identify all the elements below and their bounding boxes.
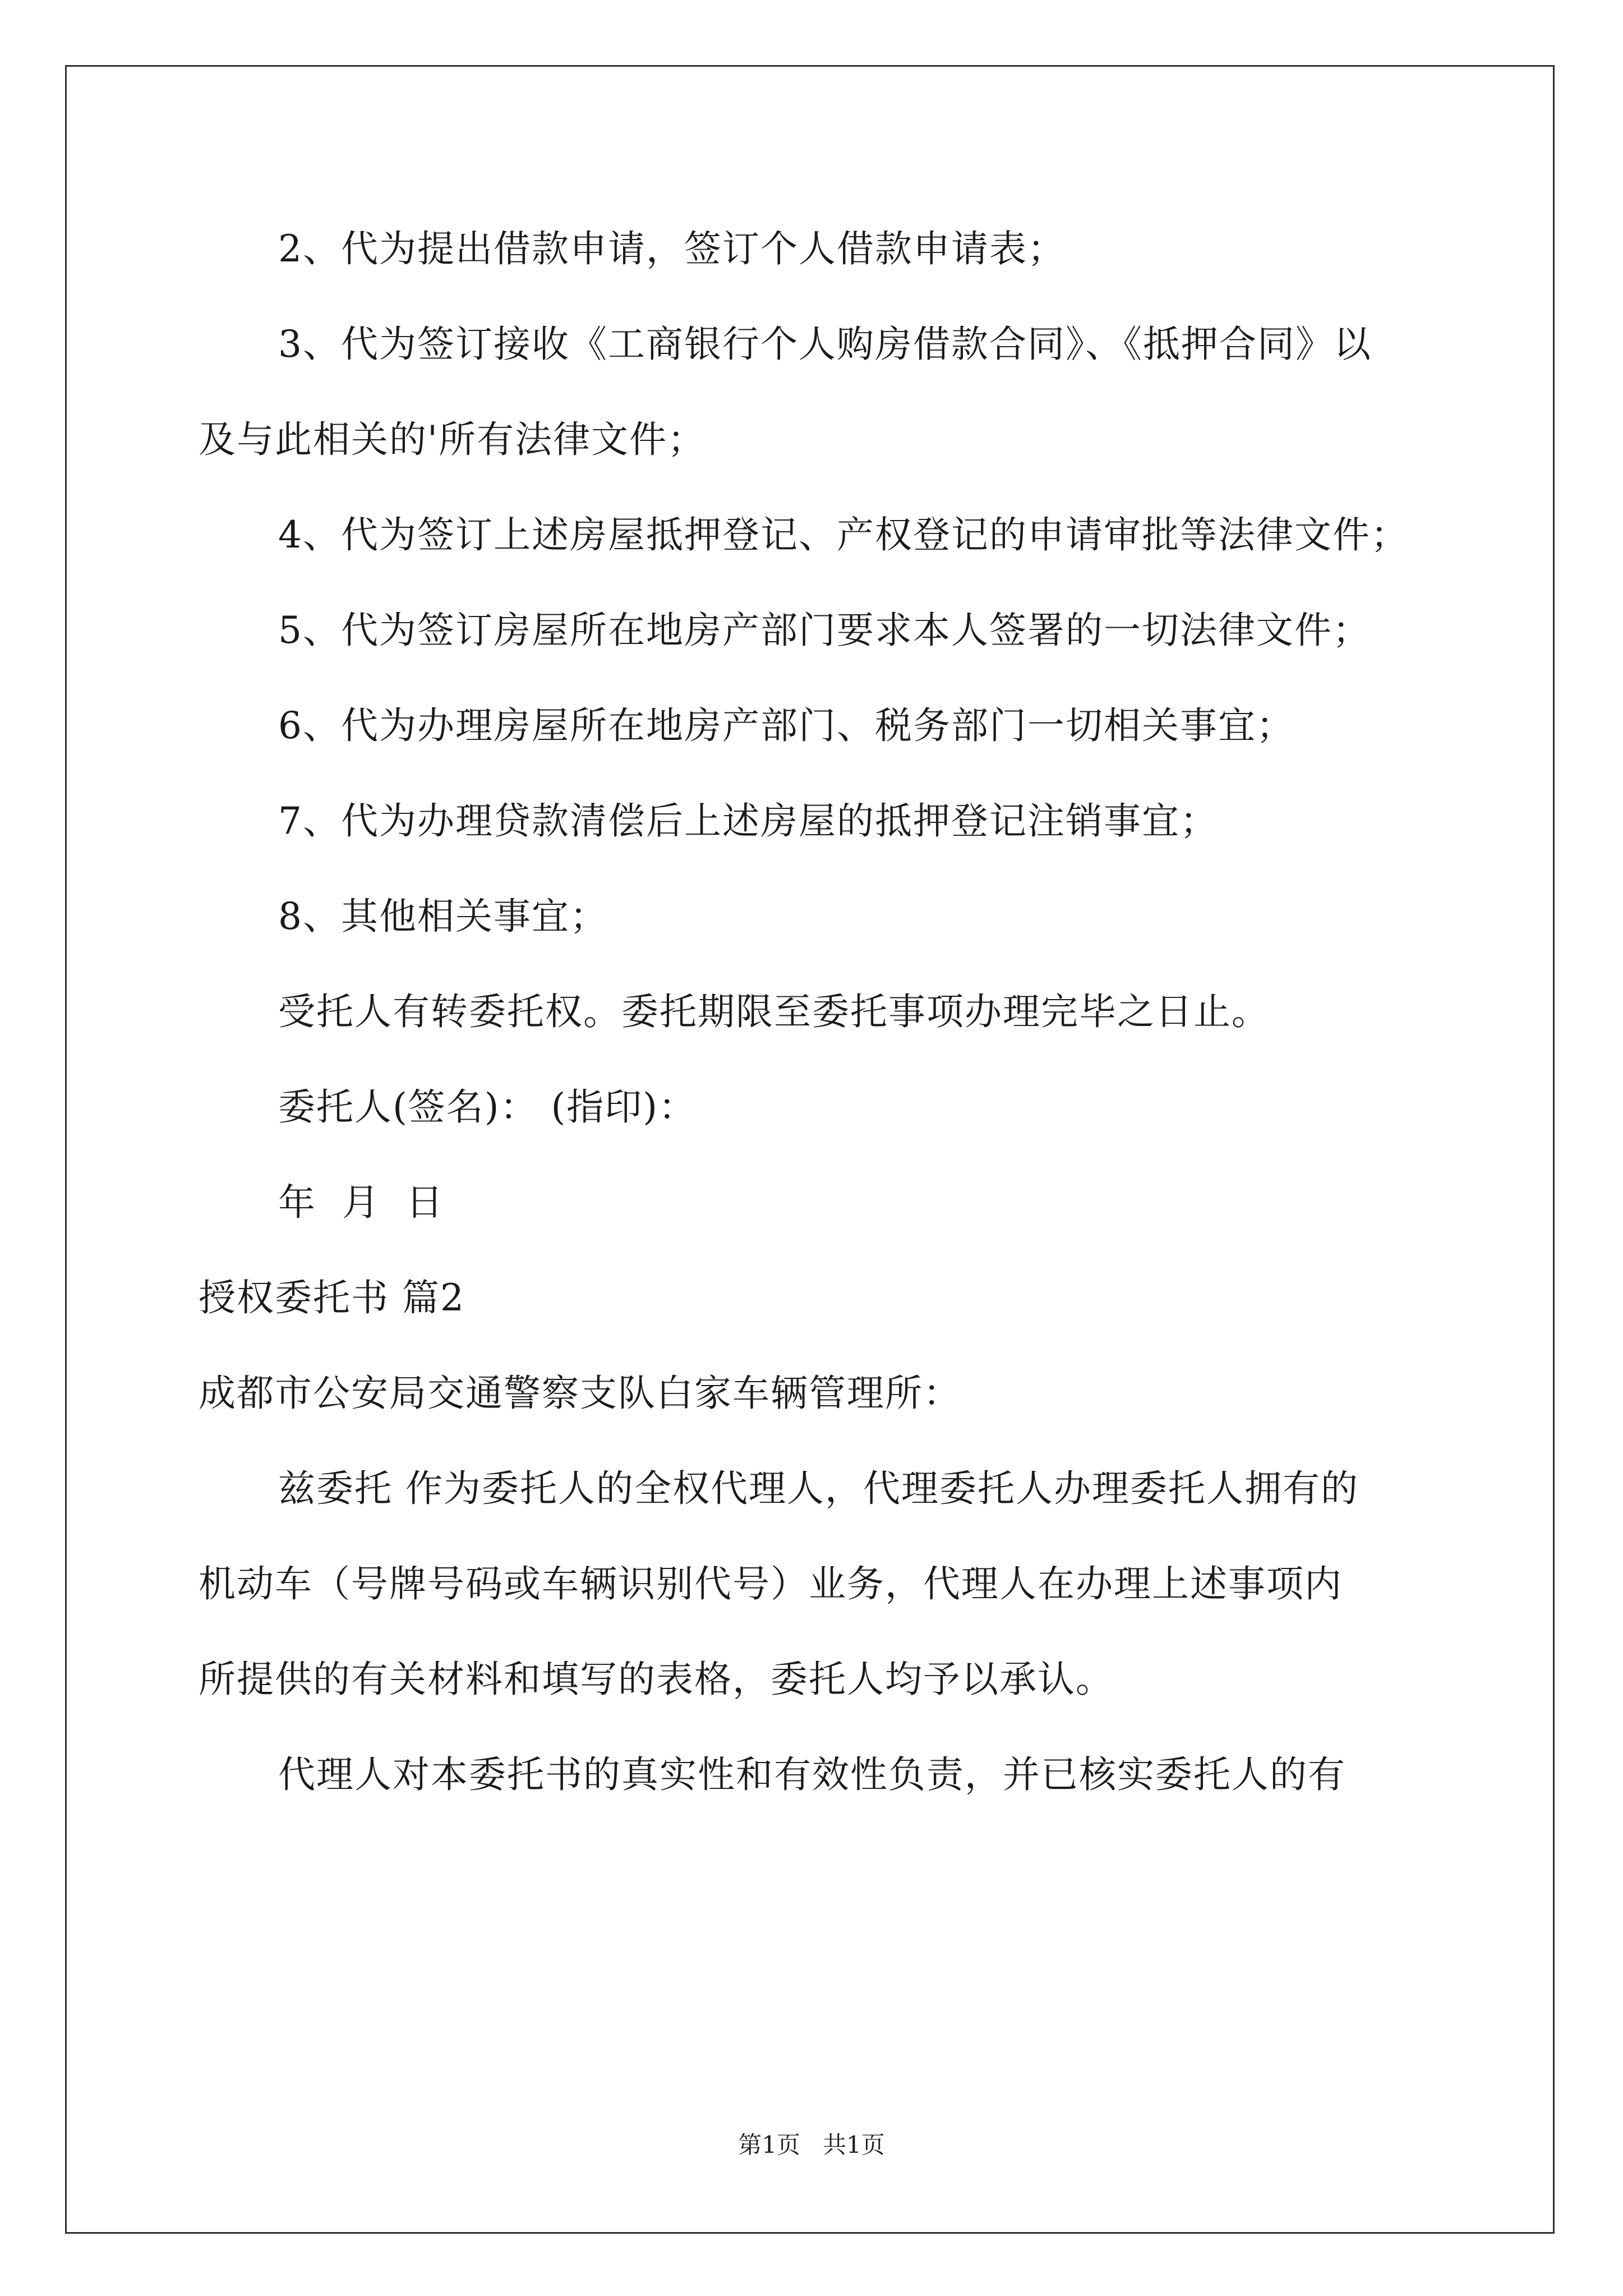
sub-delegation-paragraph: 受托人有转委托权。委托期限至委托事项办理完毕之日止。 [278,990,1270,1033]
clause-8: 8、其他相关事宜； [278,895,608,938]
clause-4: 4、代为签订上述房屋抵押登记、产权登记的申请审批等法律文件； [278,513,1409,556]
clause-2: 2、代为提出借款申请，签订个人借款申请表； [278,227,1066,270]
page-footer: 第1页 共1页 [738,2131,885,2159]
signature-line: 委托人(签名)： (指印)： [278,1085,697,1129]
date-line: 年 月 日 [278,1181,444,1224]
addressee: 成都市公安局交通警察支队白家车辆管理所： [199,1372,961,1415]
clause-7: 7、代为办理贷款清偿后上述房屋的抵押登记注销事宜； [278,799,1218,843]
body-paragraph-2-line-1: 代理人对本委托书的真实性和有效性负责，并已核实委托人的有 [278,1753,1346,1796]
page-frame [65,65,1555,2234]
clause-3: 3、代为签订接收《工商银行个人购房借款合同》、《抵押合同》以 [278,323,1372,366]
clause-3-continued: 及与此相关的'所有法律文件； [199,418,706,461]
clause-5: 5、代为签订房屋所在地房产部门要求本人签署的一切法律文件； [278,609,1371,652]
body-paragraph-1-line-1: 兹委托 作为委托人的全权代理人，代理委托人办理委托人拥有的 [278,1467,1359,1510]
body-paragraph-1-line-3: 所提供的有关材料和填写的表格，委托人均予以承认。 [199,1658,1114,1701]
section-title: 授权委托书 篇2 [199,1276,465,1319]
clause-6: 6、代为办理房屋所在地房产部门、税务部门一切相关事宜； [278,704,1294,747]
body-paragraph-1-line-2: 机动车（号牌号码或车辆识别代号）业务，代理人在办理上述事项内 [199,1562,1343,1605]
